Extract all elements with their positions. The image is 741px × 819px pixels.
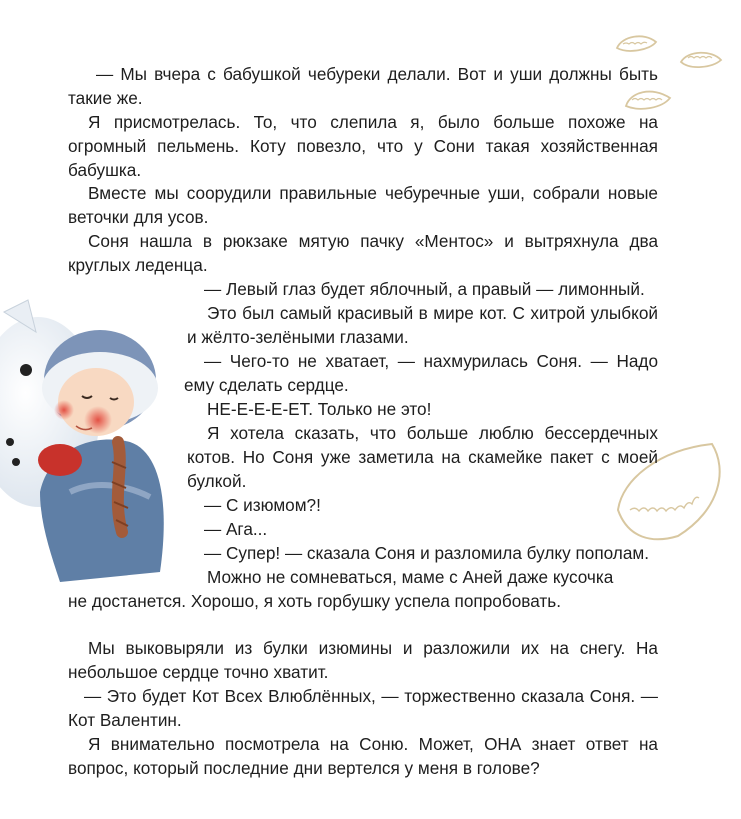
paragraph-3: Вместе мы соорудили правильные чебуречные уши, собрали новые веточки для усов. [68,183,658,227]
paragraph-16: — Это будет Кот Всех Влюблённых, — торжественно сказала Соня. — Кот Валентин. [68,686,658,730]
paragraph-14: не достанется. Хорошо, я хоть горбушку успела попробовать. [68,591,561,611]
paragraph-9: Я хотела сказать, что больше люблю бессердечных котов. Но Соня уже заметила на скамейке пакет с моей булкой. [187,423,658,491]
paragraph-8: НЕ-Е-Е-Е-ЕТ. Только не это! [207,399,432,419]
paragraph-12: — Супер! — сказала Соня и разломила булку пополам. [204,543,649,563]
paragraph-2: Я присмотрелась. То, что слепила я, было больше похоже на огромный пельмень. Коту повезло, что у Сони такая хозяйственная бабушка. [68,112,658,180]
paragraph-17: Я внимательно посмотрела на Соню. Может, ОНА знает ответ на вопрос, который последние дни вертелся у меня в голове? [68,734,658,778]
paragraph-6: Это был самый красивый в мире кот. С хитрой улыбкой и жёлто-зелёными глазами. [187,303,658,347]
paragraph-4: Соня нашла в рюкзаке мятую пачку «Ментос» и вытряхнула два круглых леденца. [68,231,658,275]
girl-hugging-snow-cat-illustration [0,292,210,592]
paragraph-5: — Левый глаз будет яблочный, а правый — лимонный. [204,279,645,299]
paragraph-7: — Чего-то не хватает, — нахмурилась Соня. — Надо ему сделать сердце. [184,351,658,395]
dumpling-small-2 [678,46,724,72]
dumpling-small-1 [614,30,660,56]
paragraph-1: — Мы вчера с бабушкой чебуреки делали. Вот и уши должны быть такие же. [68,64,658,108]
paragraph-11: — Ага... [204,519,268,539]
paragraph-15: Мы выковыряли из булки изюмины и разложили их на снегу. На небольшое сердце точно хватит. [68,638,658,682]
paragraph-10: — С изюмом?! [204,495,321,515]
paragraph-13: Можно не сомневаться, маме с Аней даже кусочка [207,567,614,587]
